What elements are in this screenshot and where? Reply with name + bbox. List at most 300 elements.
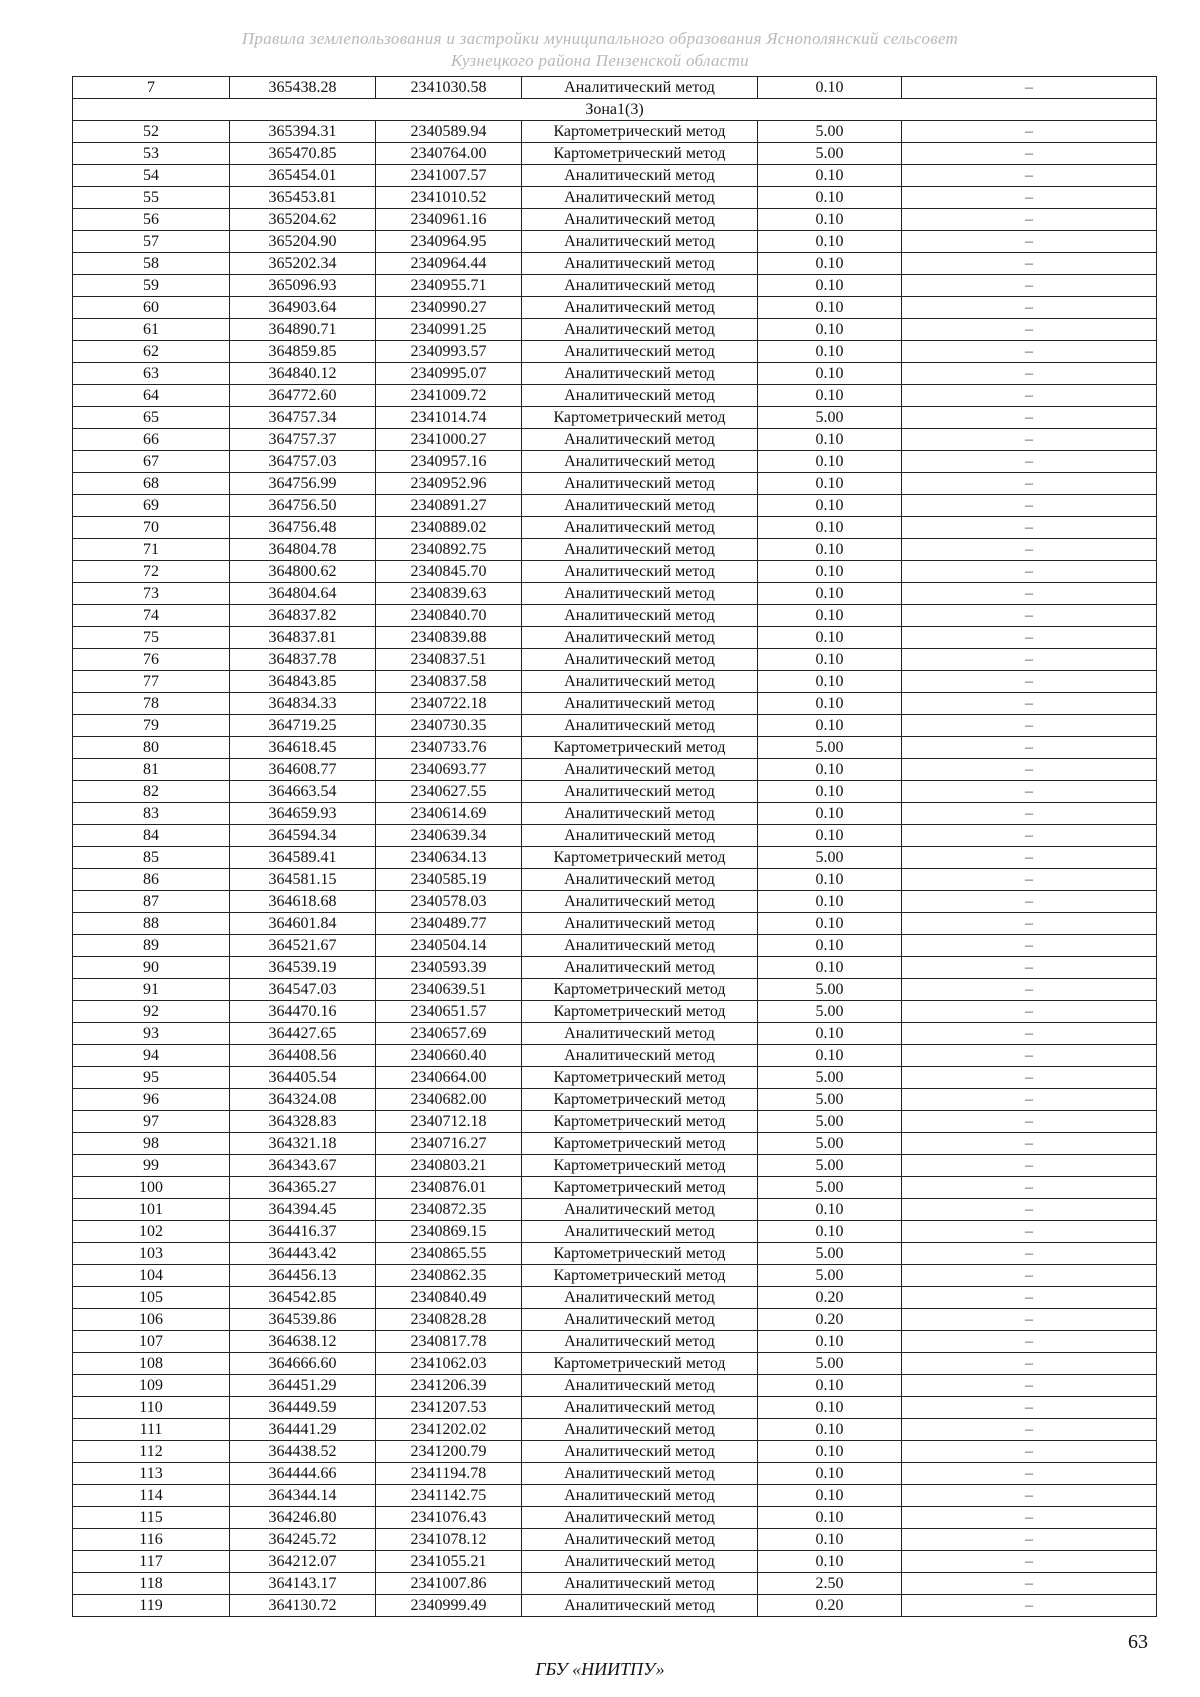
accuracy-cell: 0.10 bbox=[758, 165, 902, 187]
header-line-2: Кузнецкого района Пензенской области bbox=[451, 51, 749, 70]
table-row bbox=[73, 1551, 1157, 1573]
x-coordinate-cell: 364757.03 bbox=[230, 451, 376, 473]
point-number-cell: 96 bbox=[73, 1089, 230, 1111]
accuracy-cell: 0.10 bbox=[758, 935, 902, 957]
y-coordinate-cell: 2340589.94 bbox=[376, 121, 522, 143]
accuracy-cell: 0.10 bbox=[758, 187, 902, 209]
table-row bbox=[73, 847, 1157, 869]
method-cell: Аналитический метод bbox=[522, 363, 758, 385]
note-cell: – bbox=[902, 143, 1157, 165]
point-number-cell: 111 bbox=[73, 1419, 230, 1441]
y-coordinate-cell: 2340593.39 bbox=[376, 957, 522, 979]
x-coordinate-cell: 365470.85 bbox=[230, 143, 376, 165]
y-coordinate-cell: 2341206.39 bbox=[376, 1375, 522, 1397]
accuracy-cell: 0.10 bbox=[758, 429, 902, 451]
table-row bbox=[73, 583, 1157, 605]
x-coordinate-cell: 364405.54 bbox=[230, 1067, 376, 1089]
point-number-cell: 71 bbox=[73, 539, 230, 561]
note-cell: – bbox=[902, 1199, 1157, 1221]
note-cell: – bbox=[902, 165, 1157, 187]
table-row bbox=[73, 891, 1157, 913]
y-coordinate-cell: 2341202.02 bbox=[376, 1419, 522, 1441]
x-coordinate-cell: 364539.19 bbox=[230, 957, 376, 979]
note-cell: – bbox=[902, 1397, 1157, 1419]
accuracy-cell: 0.10 bbox=[758, 869, 902, 891]
y-coordinate-cell: 2341142.75 bbox=[376, 1485, 522, 1507]
method-cell: Картометрический метод bbox=[522, 1067, 758, 1089]
point-number-cell: 64 bbox=[73, 385, 230, 407]
note-cell: – bbox=[902, 803, 1157, 825]
accuracy-cell: 0.10 bbox=[758, 891, 902, 913]
accuracy-cell: 0.10 bbox=[758, 1419, 902, 1441]
y-coordinate-cell: 2340627.55 bbox=[376, 781, 522, 803]
note-cell: – bbox=[902, 1529, 1157, 1551]
x-coordinate-cell: 364800.62 bbox=[230, 561, 376, 583]
point-number-cell: 107 bbox=[73, 1331, 230, 1353]
x-coordinate-cell: 364408.56 bbox=[230, 1045, 376, 1067]
x-coordinate-cell: 364663.54 bbox=[230, 781, 376, 803]
note-cell: – bbox=[902, 539, 1157, 561]
table-row bbox=[73, 737, 1157, 759]
y-coordinate-cell: 2340837.58 bbox=[376, 671, 522, 693]
accuracy-cell: 5.00 bbox=[758, 1001, 902, 1023]
method-cell: Аналитический метод bbox=[522, 1463, 758, 1485]
point-number-cell: 76 bbox=[73, 649, 230, 671]
note-cell: – bbox=[902, 407, 1157, 429]
x-coordinate-cell: 364608.77 bbox=[230, 759, 376, 781]
note-cell: – bbox=[902, 1243, 1157, 1265]
page-header bbox=[0, 28, 1200, 72]
method-cell: Аналитический метод bbox=[522, 341, 758, 363]
page-footer: ГБУ «НИИТПУ» bbox=[535, 1659, 665, 1679]
x-coordinate-cell: 364451.29 bbox=[230, 1375, 376, 1397]
y-coordinate-cell: 2340995.07 bbox=[376, 363, 522, 385]
point-number-cell: 85 bbox=[73, 847, 230, 869]
accuracy-cell: 0.10 bbox=[758, 957, 902, 979]
accuracy-cell: 5.00 bbox=[758, 1067, 902, 1089]
x-coordinate-cell: 364394.45 bbox=[230, 1199, 376, 1221]
y-coordinate-cell: 2340634.13 bbox=[376, 847, 522, 869]
x-coordinate-cell: 364343.67 bbox=[230, 1155, 376, 1177]
accuracy-cell: 0.10 bbox=[758, 671, 902, 693]
x-coordinate-cell: 364757.37 bbox=[230, 429, 376, 451]
method-cell: Аналитический метод bbox=[522, 385, 758, 407]
method-cell: Аналитический метод bbox=[522, 495, 758, 517]
accuracy-cell: 0.10 bbox=[758, 209, 902, 231]
x-coordinate-cell: 364438.52 bbox=[230, 1441, 376, 1463]
point-number-cell: 63 bbox=[73, 363, 230, 385]
note-cell: – bbox=[902, 451, 1157, 473]
x-coordinate-cell: 365394.31 bbox=[230, 121, 376, 143]
table-row bbox=[73, 1199, 1157, 1221]
accuracy-cell: 0.10 bbox=[758, 495, 902, 517]
accuracy-cell: 0.10 bbox=[758, 693, 902, 715]
accuracy-cell: 0.10 bbox=[758, 451, 902, 473]
y-coordinate-cell: 2340730.35 bbox=[376, 715, 522, 737]
table-row bbox=[73, 1243, 1157, 1265]
accuracy-cell: 5.00 bbox=[758, 1353, 902, 1375]
table-row bbox=[73, 1441, 1157, 1463]
accuracy-cell: 0.10 bbox=[758, 627, 902, 649]
method-cell: Аналитический метод bbox=[522, 561, 758, 583]
x-coordinate-cell: 364130.72 bbox=[230, 1595, 376, 1617]
x-coordinate-cell: 364324.08 bbox=[230, 1089, 376, 1111]
table-row bbox=[73, 627, 1157, 649]
table-row bbox=[73, 957, 1157, 979]
method-cell: Картометрический метод bbox=[522, 1089, 758, 1111]
accuracy-cell: 0.10 bbox=[758, 253, 902, 275]
y-coordinate-cell: 2340964.95 bbox=[376, 231, 522, 253]
method-cell: Аналитический метод bbox=[522, 1331, 758, 1353]
point-number-cell: 113 bbox=[73, 1463, 230, 1485]
table-row bbox=[73, 165, 1157, 187]
accuracy-cell: 5.00 bbox=[758, 847, 902, 869]
table-row bbox=[73, 1529, 1157, 1551]
note-cell: – bbox=[902, 1221, 1157, 1243]
accuracy-cell: 0.10 bbox=[758, 275, 902, 297]
note-cell: – bbox=[902, 1353, 1157, 1375]
note-cell: – bbox=[902, 1551, 1157, 1573]
method-cell: Аналитический метод bbox=[522, 957, 758, 979]
method-cell: Аналитический метод bbox=[522, 77, 758, 99]
x-coordinate-cell: 364328.83 bbox=[230, 1111, 376, 1133]
point-number-cell: 52 bbox=[73, 121, 230, 143]
point-number-cell: 80 bbox=[73, 737, 230, 759]
note-cell: – bbox=[902, 737, 1157, 759]
table-row bbox=[73, 1089, 1157, 1111]
note-cell: – bbox=[902, 77, 1157, 99]
table-row bbox=[73, 1595, 1157, 1617]
note-cell: – bbox=[902, 1375, 1157, 1397]
method-cell: Картометрический метод bbox=[522, 1133, 758, 1155]
table-row bbox=[73, 913, 1157, 935]
point-number-cell: 99 bbox=[73, 1155, 230, 1177]
accuracy-cell: 0.10 bbox=[758, 473, 902, 495]
x-coordinate-cell: 364756.99 bbox=[230, 473, 376, 495]
accuracy-cell: 5.00 bbox=[758, 1111, 902, 1133]
table-row bbox=[73, 1507, 1157, 1529]
y-coordinate-cell: 2340865.55 bbox=[376, 1243, 522, 1265]
y-coordinate-cell: 2340693.77 bbox=[376, 759, 522, 781]
point-number-cell: 54 bbox=[73, 165, 230, 187]
table-row bbox=[73, 517, 1157, 539]
accuracy-cell: 0.10 bbox=[758, 1551, 902, 1573]
point-number-cell: 56 bbox=[73, 209, 230, 231]
y-coordinate-cell: 2340651.57 bbox=[376, 1001, 522, 1023]
method-cell: Картометрический метод bbox=[522, 979, 758, 1001]
table-row bbox=[73, 407, 1157, 429]
accuracy-cell: 0.10 bbox=[758, 517, 902, 539]
x-coordinate-cell: 364245.72 bbox=[230, 1529, 376, 1551]
method-cell: Аналитический метод bbox=[522, 429, 758, 451]
note-cell: – bbox=[902, 1045, 1157, 1067]
accuracy-cell: 0.10 bbox=[758, 385, 902, 407]
accuracy-cell: 5.00 bbox=[758, 1155, 902, 1177]
method-cell: Аналитический метод bbox=[522, 1287, 758, 1309]
accuracy-cell: 0.10 bbox=[758, 1507, 902, 1529]
point-number-cell: 59 bbox=[73, 275, 230, 297]
x-coordinate-cell: 364757.34 bbox=[230, 407, 376, 429]
y-coordinate-cell: 2340999.49 bbox=[376, 1595, 522, 1617]
point-number-cell: 112 bbox=[73, 1441, 230, 1463]
table-row bbox=[73, 1001, 1157, 1023]
table-row bbox=[73, 1397, 1157, 1419]
note-cell: – bbox=[902, 627, 1157, 649]
point-number-cell: 114 bbox=[73, 1485, 230, 1507]
point-number-cell: 53 bbox=[73, 143, 230, 165]
y-coordinate-cell: 2340682.00 bbox=[376, 1089, 522, 1111]
x-coordinate-cell: 364470.16 bbox=[230, 1001, 376, 1023]
accuracy-cell: 0.10 bbox=[758, 1463, 902, 1485]
point-number-cell: 93 bbox=[73, 1023, 230, 1045]
x-coordinate-cell: 365204.62 bbox=[230, 209, 376, 231]
table-row bbox=[73, 649, 1157, 671]
table-row bbox=[73, 1331, 1157, 1353]
note-cell: – bbox=[902, 1001, 1157, 1023]
y-coordinate-cell: 2341007.86 bbox=[376, 1573, 522, 1595]
accuracy-cell: 0.10 bbox=[758, 77, 902, 99]
accuracy-cell: 0.10 bbox=[758, 319, 902, 341]
x-coordinate-cell: 364618.45 bbox=[230, 737, 376, 759]
y-coordinate-cell: 2340828.28 bbox=[376, 1309, 522, 1331]
table-row bbox=[73, 715, 1157, 737]
method-cell: Картометрический метод bbox=[522, 121, 758, 143]
point-number-cell: 82 bbox=[73, 781, 230, 803]
method-cell: Аналитический метод bbox=[522, 913, 758, 935]
note-cell: – bbox=[902, 473, 1157, 495]
note-cell: – bbox=[902, 1067, 1157, 1089]
accuracy-cell: 0.10 bbox=[758, 913, 902, 935]
accuracy-cell: 0.10 bbox=[758, 825, 902, 847]
y-coordinate-cell: 2340862.35 bbox=[376, 1265, 522, 1287]
accuracy-cell: 0.10 bbox=[758, 1529, 902, 1551]
method-cell: Картометрический метод bbox=[522, 143, 758, 165]
method-cell: Аналитический метод bbox=[522, 275, 758, 297]
accuracy-cell: 5.00 bbox=[758, 979, 902, 1001]
method-cell: Картометрический метод bbox=[522, 737, 758, 759]
note-cell: – bbox=[902, 297, 1157, 319]
x-coordinate-cell: 365438.28 bbox=[230, 77, 376, 99]
note-cell: – bbox=[902, 935, 1157, 957]
x-coordinate-cell: 364344.14 bbox=[230, 1485, 376, 1507]
note-cell: – bbox=[902, 209, 1157, 231]
table-row bbox=[73, 187, 1157, 209]
point-number-cell: 67 bbox=[73, 451, 230, 473]
x-coordinate-cell: 364890.71 bbox=[230, 319, 376, 341]
point-number-cell: 108 bbox=[73, 1353, 230, 1375]
x-coordinate-cell: 364666.60 bbox=[230, 1353, 376, 1375]
point-number-cell: 105 bbox=[73, 1287, 230, 1309]
accuracy-cell: 0.10 bbox=[758, 605, 902, 627]
table-row bbox=[73, 1485, 1157, 1507]
accuracy-cell: 0.10 bbox=[758, 715, 902, 737]
x-coordinate-cell: 364719.25 bbox=[230, 715, 376, 737]
x-coordinate-cell: 364756.50 bbox=[230, 495, 376, 517]
y-coordinate-cell: 2340803.21 bbox=[376, 1155, 522, 1177]
point-number-cell: 74 bbox=[73, 605, 230, 627]
accuracy-cell: 5.00 bbox=[758, 1177, 902, 1199]
y-coordinate-cell: 2341010.52 bbox=[376, 187, 522, 209]
table-row bbox=[73, 385, 1157, 407]
method-cell: Аналитический метод bbox=[522, 825, 758, 847]
method-cell: Аналитический метод bbox=[522, 671, 758, 693]
note-cell: – bbox=[902, 1463, 1157, 1485]
y-coordinate-cell: 2341200.79 bbox=[376, 1441, 522, 1463]
point-number-cell: 103 bbox=[73, 1243, 230, 1265]
accuracy-cell: 0.10 bbox=[758, 649, 902, 671]
y-coordinate-cell: 2340891.27 bbox=[376, 495, 522, 517]
point-number-cell: 89 bbox=[73, 935, 230, 957]
note-cell: – bbox=[902, 1507, 1157, 1529]
method-cell: Аналитический метод bbox=[522, 583, 758, 605]
note-cell: – bbox=[902, 341, 1157, 363]
note-cell: – bbox=[902, 1133, 1157, 1155]
accuracy-cell: 5.00 bbox=[758, 143, 902, 165]
point-number-cell: 60 bbox=[73, 297, 230, 319]
table-row bbox=[73, 759, 1157, 781]
y-coordinate-cell: 2340664.00 bbox=[376, 1067, 522, 1089]
y-coordinate-cell: 2340817.78 bbox=[376, 1331, 522, 1353]
y-coordinate-cell: 2340489.77 bbox=[376, 913, 522, 935]
accuracy-cell: 5.00 bbox=[758, 1089, 902, 1111]
x-coordinate-cell: 364834.33 bbox=[230, 693, 376, 715]
accuracy-cell: 0.10 bbox=[758, 1441, 902, 1463]
y-coordinate-cell: 2340839.88 bbox=[376, 627, 522, 649]
x-coordinate-cell: 364601.84 bbox=[230, 913, 376, 935]
table-row bbox=[73, 781, 1157, 803]
coordinates-table-body bbox=[73, 77, 1157, 1617]
note-cell: – bbox=[902, 275, 1157, 297]
x-coordinate-cell: 364638.12 bbox=[230, 1331, 376, 1353]
table-row bbox=[73, 121, 1157, 143]
x-coordinate-cell: 364859.85 bbox=[230, 341, 376, 363]
x-coordinate-cell: 364547.03 bbox=[230, 979, 376, 1001]
y-coordinate-cell: 2340993.57 bbox=[376, 341, 522, 363]
coordinates-table bbox=[72, 76, 1157, 1617]
y-coordinate-cell: 2340764.00 bbox=[376, 143, 522, 165]
accuracy-cell: 5.00 bbox=[758, 737, 902, 759]
point-number-cell: 118 bbox=[73, 1573, 230, 1595]
y-coordinate-cell: 2341014.74 bbox=[376, 407, 522, 429]
y-coordinate-cell: 2340839.63 bbox=[376, 583, 522, 605]
y-coordinate-cell: 2340952.96 bbox=[376, 473, 522, 495]
table-row bbox=[73, 605, 1157, 627]
table-row bbox=[73, 209, 1157, 231]
point-number-cell: 77 bbox=[73, 671, 230, 693]
method-cell: Картометрический метод bbox=[522, 847, 758, 869]
note-cell: – bbox=[902, 869, 1157, 891]
x-coordinate-cell: 364443.42 bbox=[230, 1243, 376, 1265]
method-cell: Картометрический метод bbox=[522, 1353, 758, 1375]
y-coordinate-cell: 2340657.69 bbox=[376, 1023, 522, 1045]
table-row bbox=[73, 253, 1157, 275]
note-cell: – bbox=[902, 605, 1157, 627]
note-cell: – bbox=[902, 1331, 1157, 1353]
point-number-cell: 69 bbox=[73, 495, 230, 517]
table-row bbox=[73, 143, 1157, 165]
y-coordinate-cell: 2341055.21 bbox=[376, 1551, 522, 1573]
method-cell: Аналитический метод bbox=[522, 1485, 758, 1507]
y-coordinate-cell: 2340840.70 bbox=[376, 605, 522, 627]
table-row bbox=[73, 275, 1157, 297]
y-coordinate-cell: 2340840.49 bbox=[376, 1287, 522, 1309]
x-coordinate-cell: 364659.93 bbox=[230, 803, 376, 825]
y-coordinate-cell: 2341194.78 bbox=[376, 1463, 522, 1485]
note-cell: – bbox=[902, 1441, 1157, 1463]
point-number-cell: 7 bbox=[73, 77, 230, 99]
table-row bbox=[73, 803, 1157, 825]
table-row bbox=[73, 539, 1157, 561]
note-cell: – bbox=[902, 847, 1157, 869]
y-coordinate-cell: 2341030.58 bbox=[376, 77, 522, 99]
x-coordinate-cell: 364772.60 bbox=[230, 385, 376, 407]
x-coordinate-cell: 364804.64 bbox=[230, 583, 376, 605]
method-cell: Аналитический метод bbox=[522, 319, 758, 341]
y-coordinate-cell: 2341062.03 bbox=[376, 1353, 522, 1375]
zone-header-row bbox=[73, 99, 1157, 121]
note-cell: – bbox=[902, 1419, 1157, 1441]
point-number-cell: 57 bbox=[73, 231, 230, 253]
table-row bbox=[73, 1023, 1157, 1045]
note-cell: – bbox=[902, 517, 1157, 539]
table-row bbox=[73, 1067, 1157, 1089]
accuracy-cell: 0.10 bbox=[758, 1199, 902, 1221]
accuracy-cell: 0.10 bbox=[758, 363, 902, 385]
point-number-cell: 104 bbox=[73, 1265, 230, 1287]
x-coordinate-cell: 364837.82 bbox=[230, 605, 376, 627]
point-number-cell: 91 bbox=[73, 979, 230, 1001]
accuracy-cell: 0.10 bbox=[758, 759, 902, 781]
y-coordinate-cell: 2341078.12 bbox=[376, 1529, 522, 1551]
point-number-cell: 86 bbox=[73, 869, 230, 891]
table-row bbox=[73, 297, 1157, 319]
note-cell: – bbox=[902, 891, 1157, 913]
table-row bbox=[73, 1045, 1157, 1067]
accuracy-cell: 0.10 bbox=[758, 583, 902, 605]
x-coordinate-cell: 364521.67 bbox=[230, 935, 376, 957]
note-cell: – bbox=[902, 1177, 1157, 1199]
table-row bbox=[73, 1221, 1157, 1243]
y-coordinate-cell: 2340990.27 bbox=[376, 297, 522, 319]
note-cell: – bbox=[902, 781, 1157, 803]
point-number-cell: 79 bbox=[73, 715, 230, 737]
table-row bbox=[73, 1463, 1157, 1485]
table-row bbox=[73, 429, 1157, 451]
y-coordinate-cell: 2340585.19 bbox=[376, 869, 522, 891]
table-row bbox=[73, 473, 1157, 495]
method-cell: Аналитический метод bbox=[522, 1045, 758, 1067]
point-number-cell: 61 bbox=[73, 319, 230, 341]
x-coordinate-cell: 364321.18 bbox=[230, 1133, 376, 1155]
method-cell: Аналитический метод bbox=[522, 1507, 758, 1529]
accuracy-cell: 0.10 bbox=[758, 1045, 902, 1067]
x-coordinate-cell: 364618.68 bbox=[230, 891, 376, 913]
method-cell: Аналитический метод bbox=[522, 165, 758, 187]
method-cell: Аналитический метод bbox=[522, 1199, 758, 1221]
table-row bbox=[73, 341, 1157, 363]
header-line-1: Правила землепользования и застройки муниципального образования Яснополянский сельсовет bbox=[241, 29, 959, 48]
y-coordinate-cell: 2340716.27 bbox=[376, 1133, 522, 1155]
table-row bbox=[73, 935, 1157, 957]
method-cell: Аналитический метод bbox=[522, 1441, 758, 1463]
table-row bbox=[73, 1287, 1157, 1309]
x-coordinate-cell: 364837.78 bbox=[230, 649, 376, 671]
accuracy-cell: 5.00 bbox=[758, 1133, 902, 1155]
table-row bbox=[73, 1353, 1157, 1375]
point-number-cell: 109 bbox=[73, 1375, 230, 1397]
y-coordinate-cell: 2340722.18 bbox=[376, 693, 522, 715]
method-cell: Аналитический метод bbox=[522, 715, 758, 737]
